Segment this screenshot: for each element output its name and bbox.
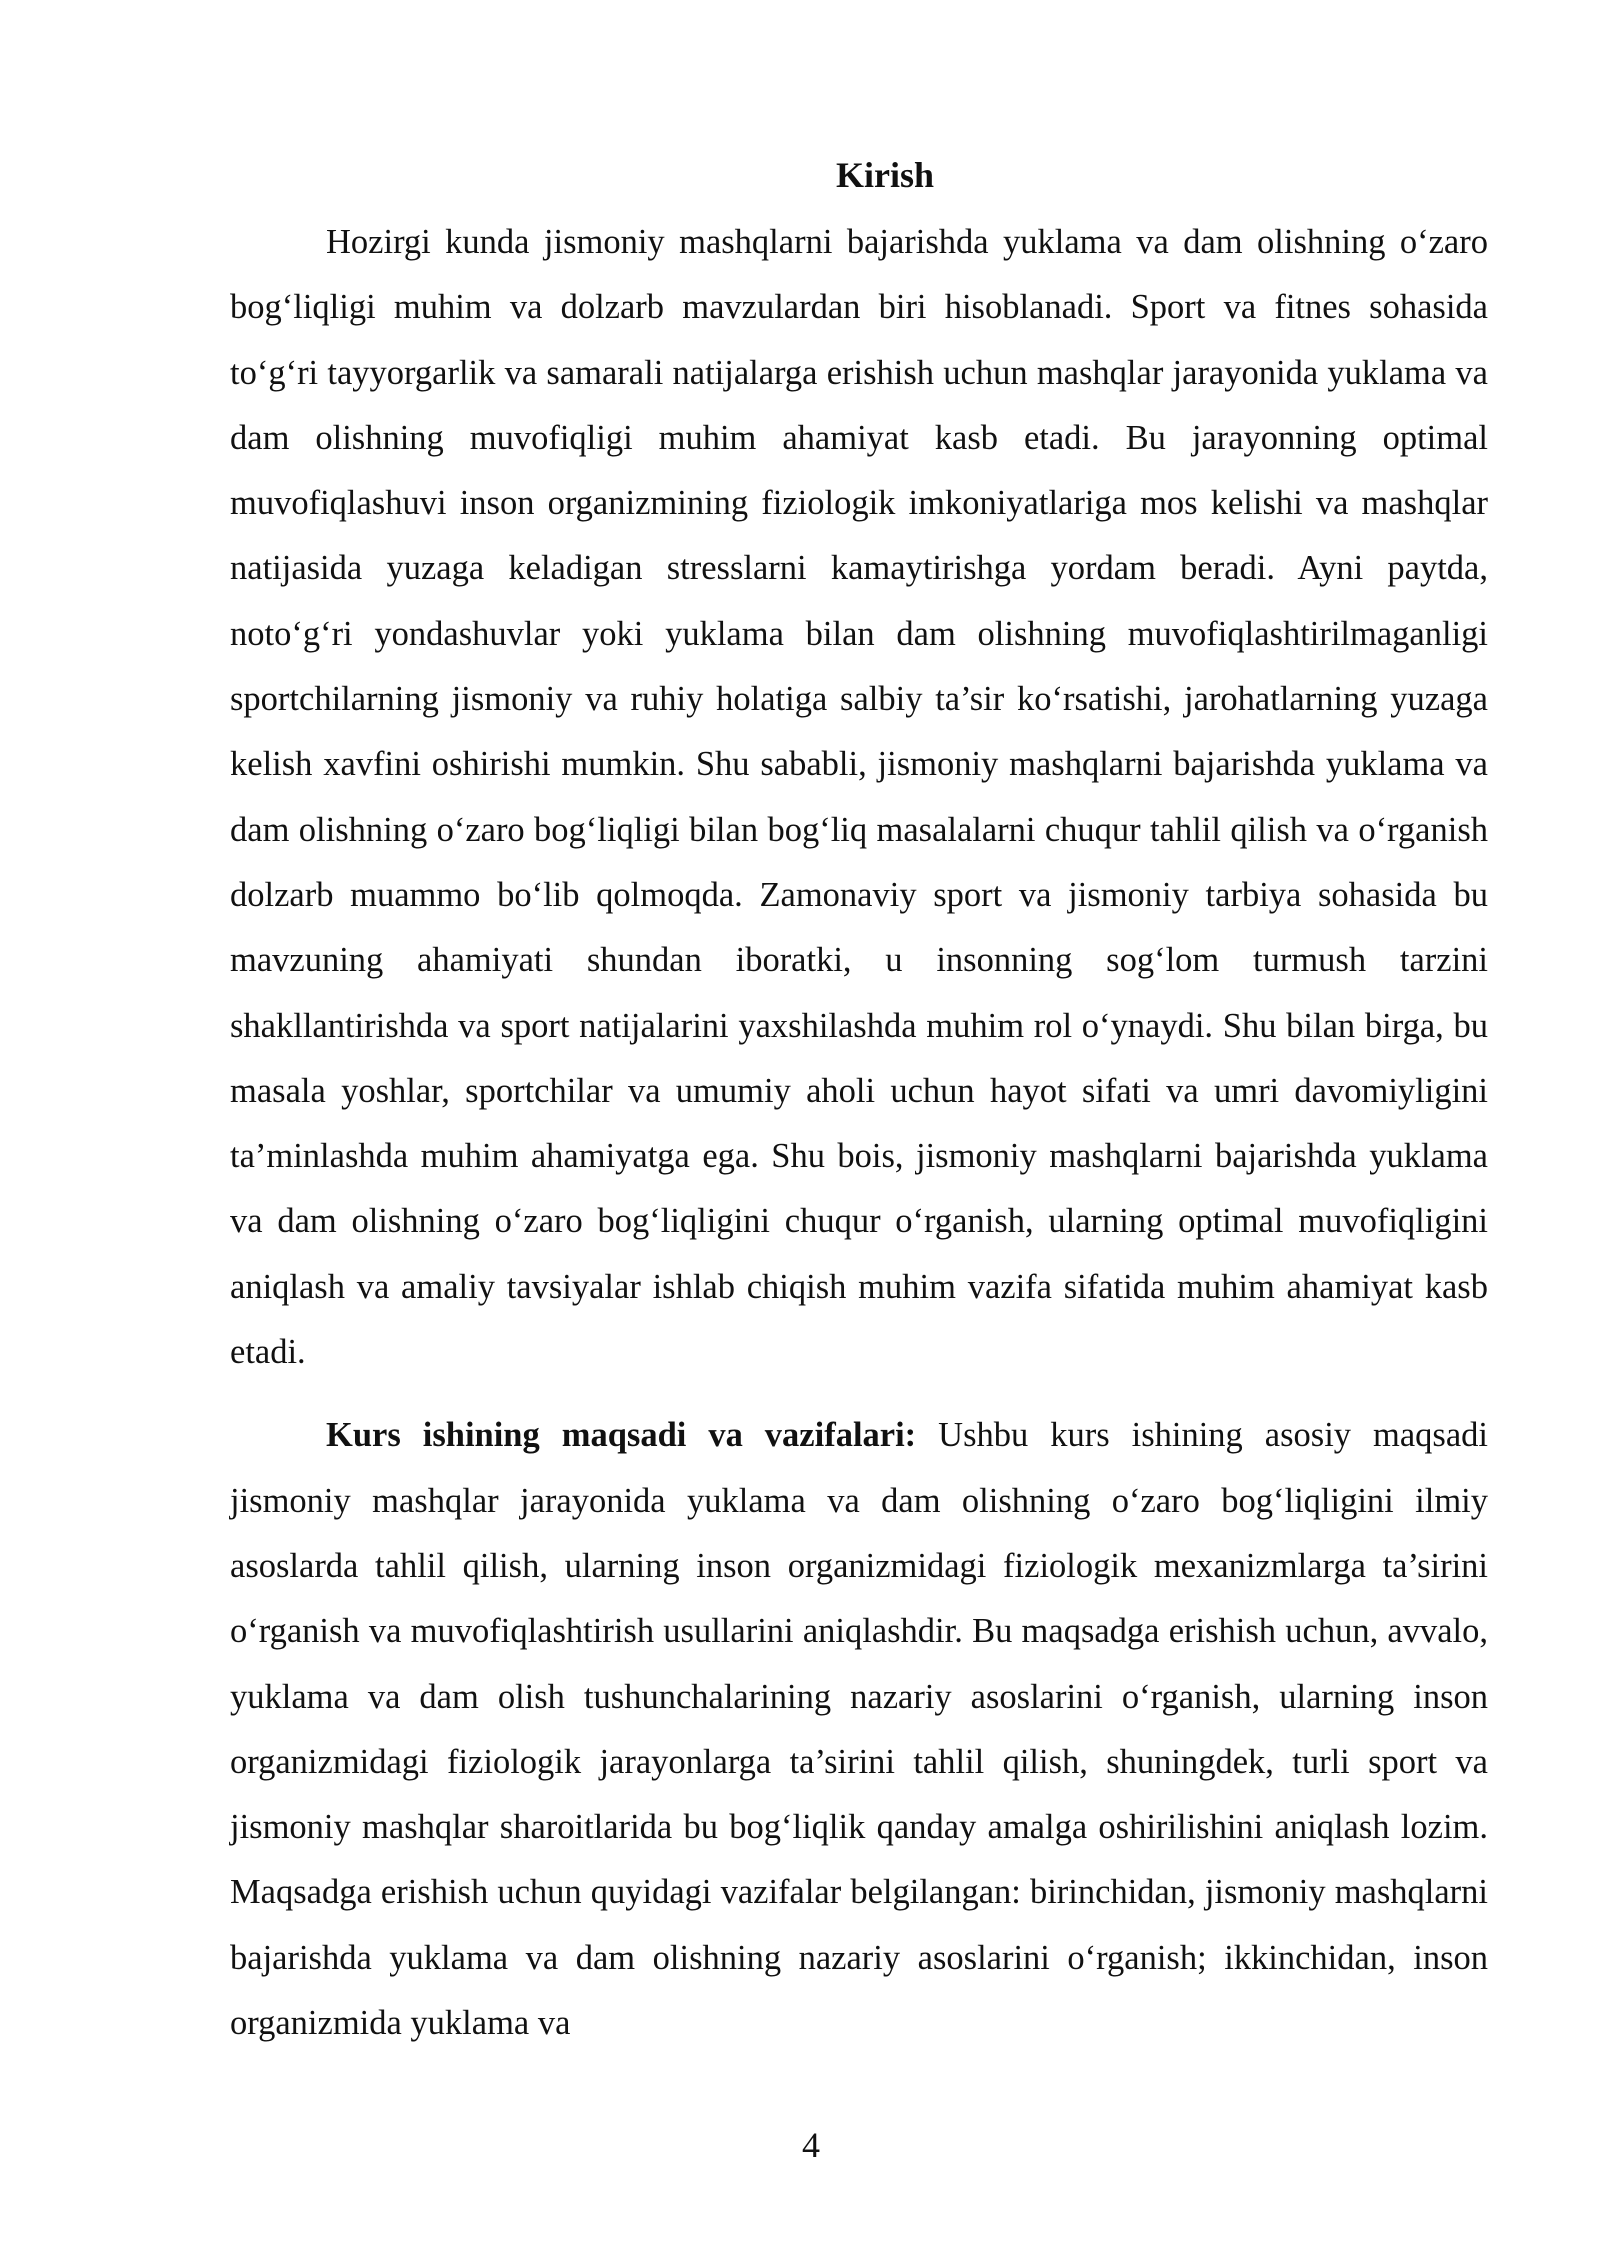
aims-body: Ushbu kurs ishining asosiy maqsadi jismoniy mashqlar jarayonida yuklama va dam olishning o‘zaro bog‘liqligini ilmiy asoslarda tahlil qilish, ularning inson organizmidagi fiziologik mexanizmlarga ta’sirini o‘rganish va muvofiqlashtirish usullarini aniqlashdir. Bu maqsadga erishish uchun, avvalo, yuklama va dam olish tushunchalarining nazariy asoslarini o‘rganish, ularning inson organizmidagi fiziologik jarayonlarga ta’sirini tahlil qilish, shuningdek, turli sport va jismoniy mashqlar sharoitlarida bu bog‘liqlik qanday amalga oshirilishini aniqlash lozim. Maqsadga erishish uchun quyidagi vazifalar belgilangan: birinchidan, jismoniy mashqlarni bajarishda yuklama va dam olishning nazariy asoslarini o‘rganish; ikkinchidan, inson organizmida yuklama va bbox=[230, 1416, 1488, 2043]
page-number: 4 bbox=[802, 2125, 820, 2165]
aims-heading: Kurs ishining maqsadi va vazifalari: bbox=[326, 1416, 917, 1455]
aims-paragraph bbox=[230, 1403, 1488, 2056]
page-content bbox=[230, 140, 1488, 2056]
section-title: Kirish bbox=[835, 155, 934, 195]
intro-paragraph: Hozirgi kunda jismoniy mashqlarni bajarishda yuklama va dam olishning o‘zaro bog‘liqligi muhim va dolzarb mavzulardan biri hisoblanadi. Sport va fitnes sohasida to‘g‘ri tayyorgarlik va samarali natijalarga erishish uchun mashqlar jarayonida yuklama va dam olishning muvofiqligi muhim ahamiyat kasb etadi. Bu jarayonning optimal muvofiqlashuvi inson organizmining fiziologik imkoniyatlariga mos kelishi va mashqlar natijasida yuzaga keladigan stresslarni kamaytirishga yordam beradi. Ayni paytda, noto‘g‘ri yondashuvlar yoki yuklama bilan dam olishning muvofiqlashtirilmaganligi sportchilarning jismoniy va ruhiy holatiga salbiy ta’sir ko‘rsatishi, jarohatlarning yuzaga kelish xavfini oshirishi mumkin. Shu sababli, jismoniy mashqlarni bajarishda yuklama va dam olishning o‘zaro bog‘liqligi bilan bog‘liq masalalarni chuqur tahlil qilish va o‘rganish dolzarb muammo bo‘lib qolmoqda. Zamonaviy sport va jismoniy tarbiya sohasida bu mavzuning ahamiyati shundan iboratki, u insonning sog‘lom turmush tarzini shakllantirishda va sport natijalarini yaxshilashda muhim rol o‘ynaydi. Shu bilan birga, bu masala yoshlar, sportchilar va umumiy aholi uchun hayot sifati va umri davomiyligini ta’minlashda muhim ahamiyatga ega. Shu bois, jismoniy mashqlarni bajarishda yuklama va dam olishning o‘zaro bog‘liqligini chuqur o‘rganish, ularning optimal muvofiqligini aniqlash va amaliy tavsiyalar ishlab chiqish muhim vazifa sifatida muhim ahamiyat kasb etadi. bbox=[230, 223, 1488, 1372]
